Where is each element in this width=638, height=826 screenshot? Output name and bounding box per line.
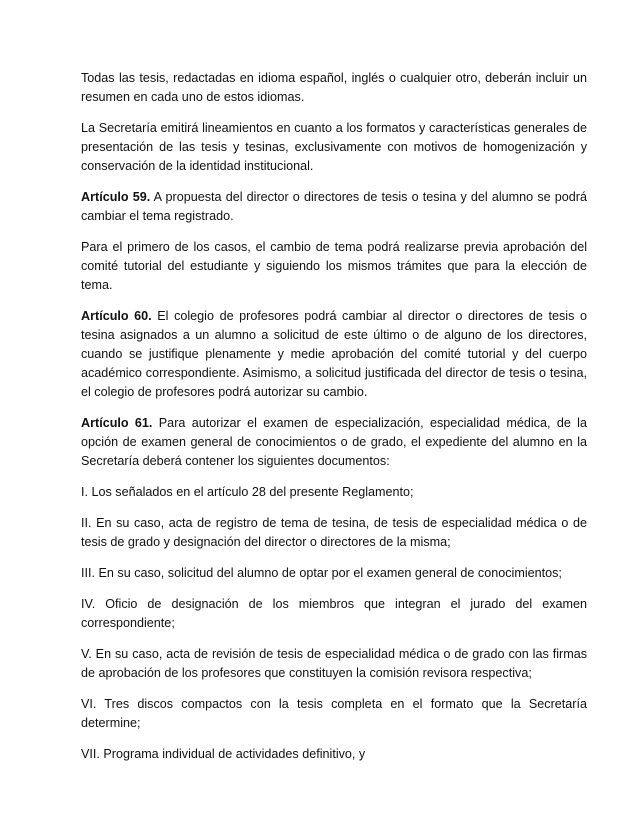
paragraph-text: A propuesta del director o directores de tesis o tesina y del alumno se podrá cambiar el tema registrado.	[81, 190, 587, 223]
list-item-v	[81, 645, 587, 683]
paragraph-text: V. En su caso, acta de revisión de tesis de especialidad médica o de grado con las firmas de aprobación de los profesores que constituyen la comisión revisora respectiva;	[81, 647, 587, 680]
paragraph-text: III. En su caso, solicitud del alumno de optar por el examen general de conocimientos;	[81, 566, 562, 580]
article-label: Artículo 60.	[81, 309, 152, 323]
list-item-i	[81, 483, 587, 502]
article-label: Artículo 61.	[81, 416, 153, 430]
paragraph-text: Para el primero de los casos, el cambio de tema podrá realizarse previa aprobación del comité tutorial del estudiante y siguiendo los mismos trámites que para la elección de tema.	[81, 240, 587, 292]
list-item-vii	[81, 745, 587, 764]
article-61	[81, 414, 587, 471]
list-item-ii	[81, 514, 587, 552]
article-60	[81, 307, 587, 402]
paragraph-cambio-tema	[81, 238, 587, 295]
paragraph-resumen	[81, 69, 587, 107]
article-label: Artículo 59.	[81, 190, 151, 204]
list-item-iv	[81, 595, 587, 633]
article-59	[81, 188, 587, 226]
paragraph-text: VI. Tres discos compactos con la tesis completa en el formato que la Secretaría determine;	[81, 697, 587, 730]
paragraph-text: Todas las tesis, redactadas en idioma español, inglés o cualquier otro, deberán incluir un resumen en cada uno de estos idiomas.	[81, 71, 587, 104]
paragraph-text: La Secretaría emitirá lineamientos en cuanto a los formatos y características generales de presentación de las tesis y tesinas, exclusivamente con motivos de homogenización y conservación de la identidad institucional.	[81, 121, 587, 173]
paragraph-text: El colegio de profesores podrá cambiar al director o directores de tesis o tesina asignados a un alumno a solicitud de este último o de alguno de los directores, cuando se justifique plenamente y medie aprobación del comité tutorial y del cuerpo académico correspondiente. Asimismo, a solicitud justificada del director de tesis o tesina, el colegio de profesores podrá autorizar su cambio.	[81, 309, 587, 399]
paragraph-lineamientos	[81, 119, 587, 176]
list-item-iii	[81, 564, 587, 583]
paragraph-text: VII. Programa individual de actividades definitivo, y	[81, 747, 366, 761]
paragraph-text: I. Los señalados en el artículo 28 del presente Reglamento;	[81, 485, 414, 499]
list-item-vi	[81, 695, 587, 733]
document-page	[81, 69, 587, 776]
paragraph-text: Para autorizar el examen de especialización, especialidad médica, de la opción de examen general de conocimientos o de grado, el expediente del alumno en la Secretaría deberá contener los siguientes documentos:	[81, 416, 587, 468]
paragraph-text: II. En su caso, acta de registro de tema de tesina, de tesis de especialidad médica o de tesis de grado y designación del director o directores de la misma;	[81, 516, 587, 549]
paragraph-text: IV. Oficio de designación de los miembros que integran el jurado del examen correspondiente;	[81, 597, 587, 630]
